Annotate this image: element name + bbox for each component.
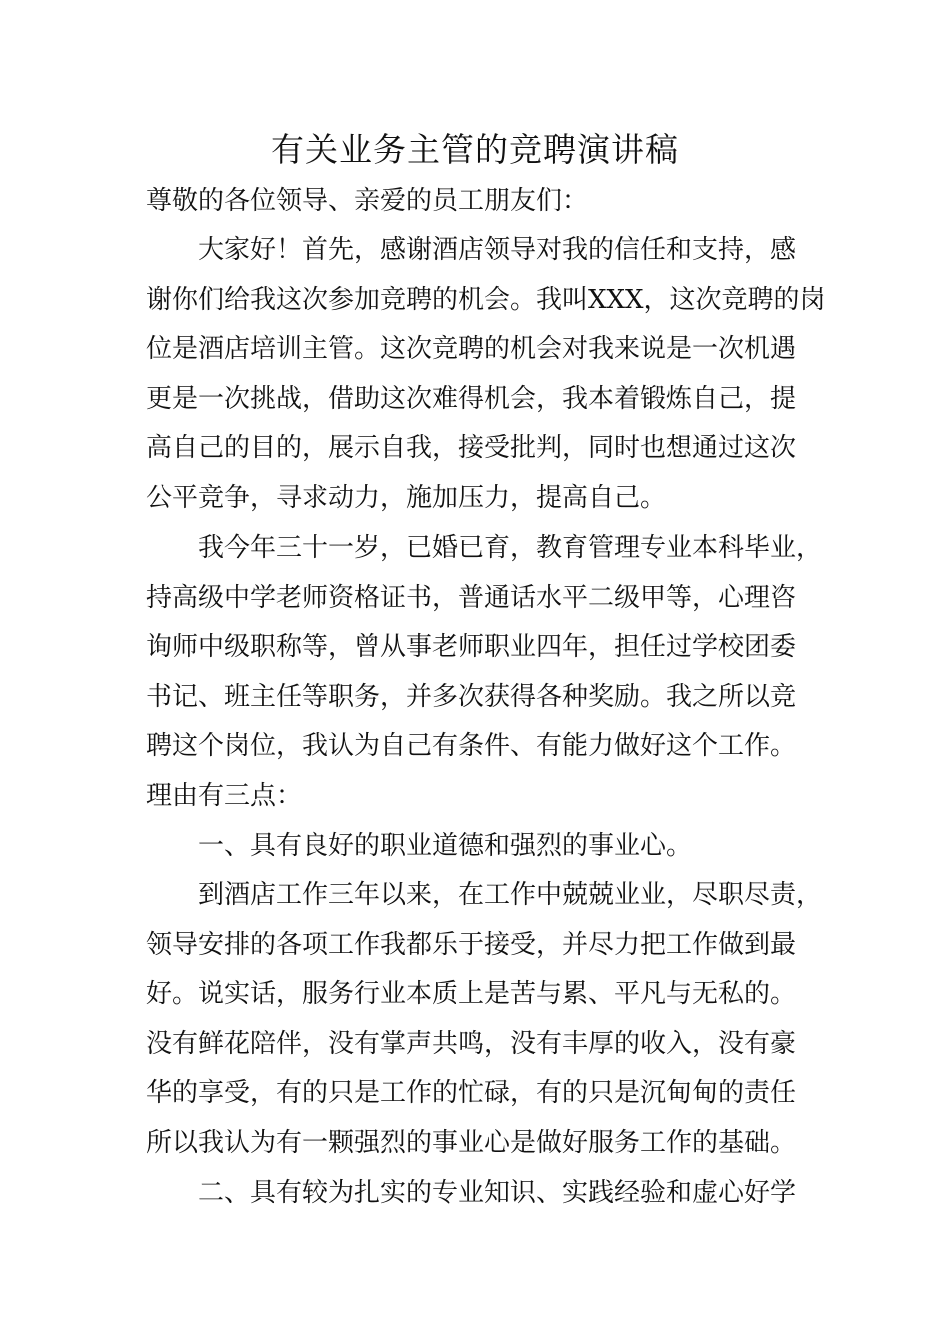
body-line: 聘这个岗位，我认为自己有条件、有能力做好这个工作。 [146,731,797,761]
salutation-line: 尊敬的各位领导、亲爱的员工朋友们： [146,186,589,216]
section-heading: 一、具有良好的职业道德和强烈的事业心。 [198,831,693,861]
body-line: 我今年三十一岁，已婚已育，教育管理专业本科毕业， [198,533,823,563]
body-line: 理由有三点： [146,781,303,811]
body-line: 更是一次挑战，借助这次难得机会，我本着锻炼自己，提 [146,384,797,414]
body-line: 询师中级职称等，曾从事老师职业四年，担任过学校团委 [146,632,797,662]
document-title: 有关业务主管的竞聘演讲稿 [271,130,679,169]
body-line: 高自己的目的，展示自我，接受批判，同时也想通过这次 [146,433,797,463]
body-line: 谢你们给我这次参加竞聘的机会。我叫XXX，这次竞聘的岗 [146,285,826,315]
body-line: 没有鲜花陪伴，没有掌声共鸣，没有丰厚的收入，没有豪 [146,1029,797,1059]
body-line: 到酒店工作三年以来，在工作中兢兢业业，尽职尽责， [198,880,823,910]
body-line: 公平竞争，寻求动力，施加压力，提高自己。 [146,483,667,513]
body-line: 华的享受，有的只是工作的忙碌，有的只是沉甸甸的责任 [146,1078,797,1108]
body-line: 位是酒店培训主管。这次竞聘的机会对我来说是一次机遇 [146,334,797,364]
body-line: 持高级中学老师资格证书，普通话水平二级甲等，心理咨 [146,583,797,613]
body-line: 书记、班主任等职务，并多次获得各种奖励。我之所以竞 [146,682,797,712]
body-line: 好。说实话，服务行业本质上是苦与累、平凡与无私的。 [146,979,797,1009]
section-heading: 二、具有较为扎实的专业知识、实践经验和虚心好学 [198,1178,797,1208]
body-line: 所以我认为有一颗强烈的事业心是做好服务工作的基础。 [146,1128,797,1158]
body-line: 领导安排的各项工作我都乐于接受，并尽力把工作做到最 [146,930,797,960]
body-line: 大家好！首先，感谢酒店领导对我的信任和支持，感 [198,235,797,265]
